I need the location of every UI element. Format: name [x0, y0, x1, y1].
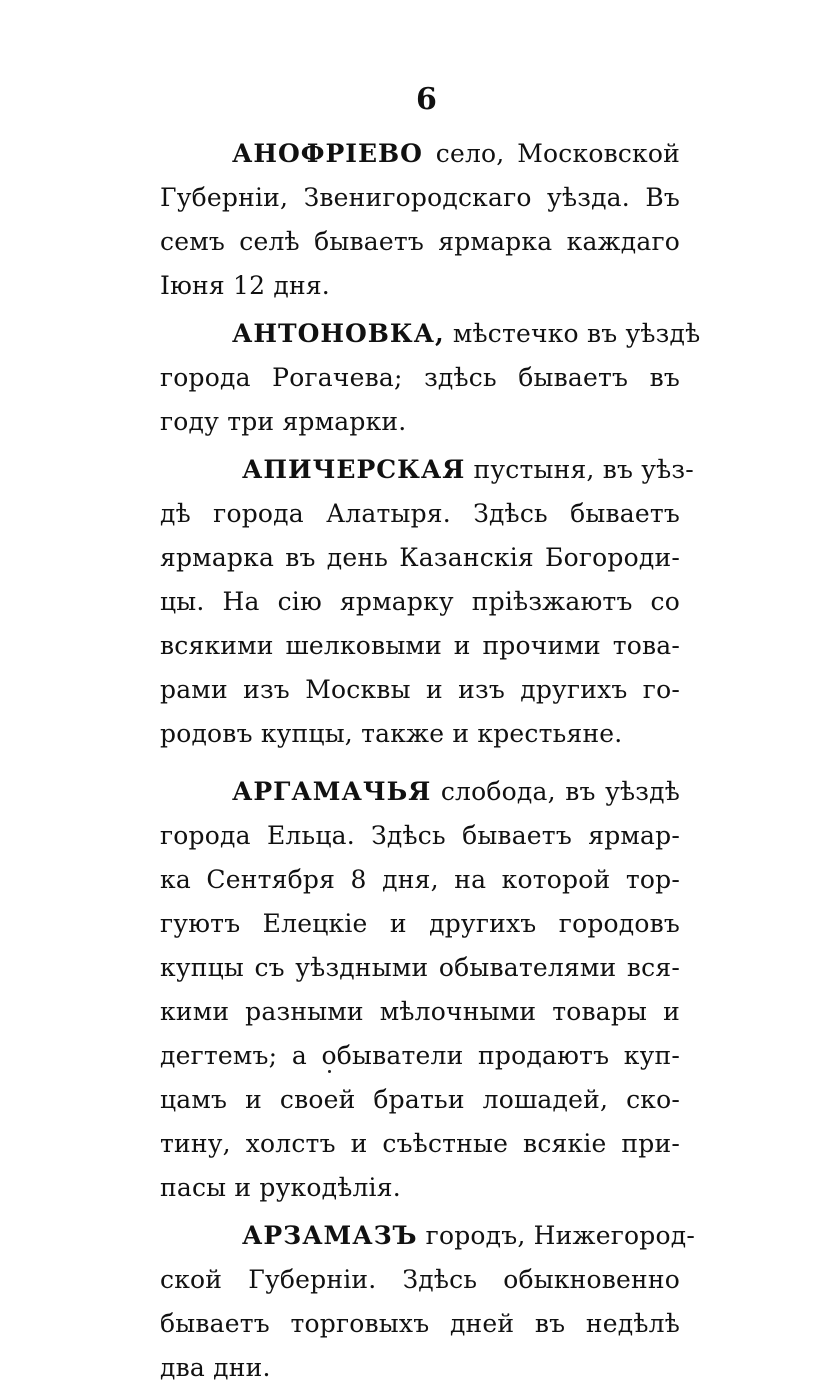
- entry-line: ярмарка въ день Казанскія Богороди-: [160, 543, 680, 572]
- entry-line: гуютъ Елецкіе и другихъ городовъ: [160, 909, 680, 938]
- page-number: 6: [416, 82, 437, 117]
- entry-line: бываетъ торговыхъ дней въ недѣлѣ: [160, 1309, 680, 1338]
- entry-line: Губерніи, Звенигородскаго уѣзда. Въ: [160, 183, 680, 212]
- entry-line: [160, 1214, 695, 1258]
- entry-line: ка Сентября 8 дня, на которой тор-: [160, 865, 680, 894]
- entry-text: слобода, въ уѣздѣ: [431, 777, 680, 806]
- entry-line: родовъ купцы, также и крестьяне.: [160, 719, 623, 748]
- entry-line: [160, 132, 680, 176]
- entry-anofrievo: [160, 132, 680, 308]
- entry-headword: АНТОНОВКА,: [232, 319, 445, 348]
- entry-line: [160, 448, 694, 492]
- entry-line: всякими шелковыми и прочими това-: [160, 631, 680, 660]
- entry-line: Іюня 12 дня.: [160, 271, 330, 300]
- entry-line: [160, 770, 680, 814]
- entry-line: кими разными мѣлочными товары и: [160, 997, 680, 1026]
- entry-line: пасы и рукодѣлія.: [160, 1173, 401, 1202]
- entry-text: мѣстечко въ уѣздѣ: [444, 319, 701, 348]
- entry-line: цамъ и своей братьи лошадей, ско-: [160, 1085, 680, 1114]
- entry-line: купцы съ уѣздными обывателями вся-: [160, 953, 680, 982]
- entry-text: городъ, Нижегород-: [417, 1221, 695, 1250]
- entry-line: рами изъ Москвы и изъ другихъ го-: [160, 675, 680, 704]
- entry-line: дѣ города Алатыря. Здѣсь бываетъ: [160, 499, 680, 528]
- entry-apicherskaya: [160, 448, 694, 756]
- gazetteer-entries: [160, 132, 701, 1390]
- ink-speck: [328, 1070, 331, 1073]
- entry-argamachya: [160, 770, 680, 1210]
- entry-headword: АПИЧЕРСКАЯ: [242, 455, 466, 484]
- entry-headword: АРЗАМАЗЪ: [242, 1221, 418, 1250]
- entry-line: ской Губерніи. Здѣсь обыкновенно: [160, 1265, 680, 1294]
- entry-text: село, Московской: [422, 139, 680, 168]
- entry-text: пустыня, въ уѣз-: [465, 455, 694, 484]
- entry-line: два дни.: [160, 1353, 271, 1382]
- entry-line: тину, холстъ и съѣстные всякіе при-: [160, 1129, 680, 1158]
- entry-headword: АНОФРІЕВО: [232, 139, 423, 168]
- entry-line: города Ельца. Здѣсь бываетъ ярмар-: [160, 821, 680, 850]
- entry-line: году три ярмарки.: [160, 407, 407, 436]
- entry-line: семъ селѣ бываетъ ярмарка каждаго: [160, 227, 680, 256]
- entry-line: цы. На сію ярмарку пріѣзжаютъ со: [160, 587, 680, 616]
- entry-antonovka: [160, 312, 701, 444]
- entry-headword: АРГАМАЧЬЯ: [232, 777, 432, 806]
- entry-line: [160, 312, 701, 356]
- entry-arzamas: [160, 1214, 695, 1390]
- entry-line: дегтемъ; а обыватели продаютъ куп-: [160, 1041, 680, 1070]
- entry-line: города Рогачева; здѣсь бываетъ въ: [160, 363, 680, 392]
